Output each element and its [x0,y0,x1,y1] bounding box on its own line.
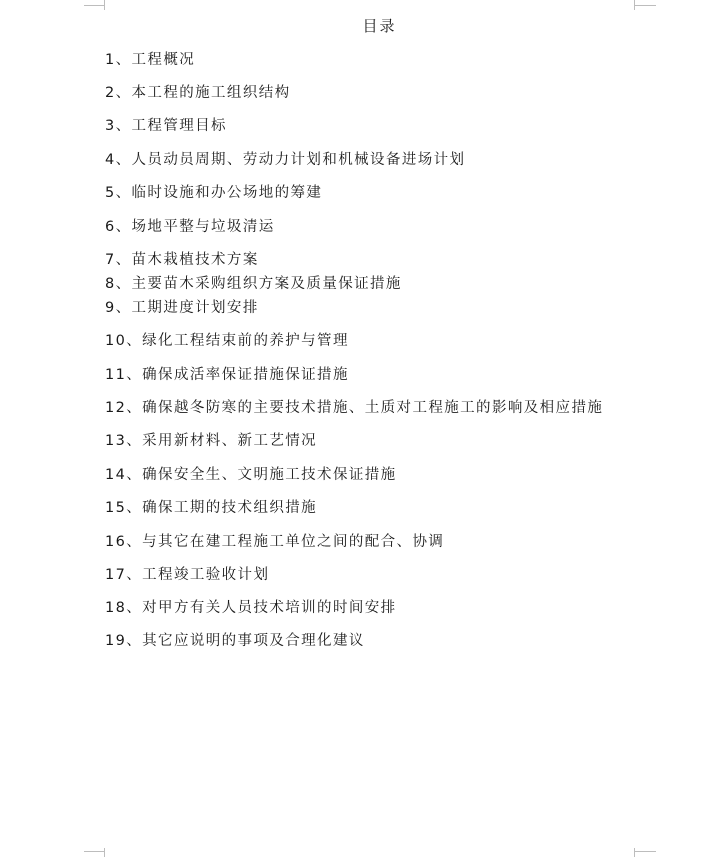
toc-item: 5、临时设施和办公场地的筹建 [105,185,323,201]
toc-item: 12、确保越冬防寒的主要技术措施、土质对工程施工的影响及相应措施 [105,400,604,416]
toc-item: 18、对甲方有关人员技术培训的时间安排 [105,600,397,616]
toc-item: 17、工程竣工验收计划 [105,567,270,583]
page-title: 目录 [362,17,397,35]
toc-item: 15、确保工期的技术组织措施 [105,500,318,516]
crop-mark-bottom-left [84,851,104,852]
toc-item: 9、工期进度计划安排 [105,300,259,316]
toc-item: 7、苗木栽植技术方案 [105,252,259,268]
toc-item: 6、场地平整与垃圾清运 [105,219,275,235]
toc-item: 14、确保安全生、文明施工技术保证措施 [105,467,397,483]
crop-mark-top-left [104,0,105,10]
toc-item: 2、本工程的施工组织结构 [105,85,291,101]
crop-mark-top-left [84,5,104,6]
toc-item: 4、人员动员周期、劳动力计划和机械设备进场计划 [105,152,466,168]
toc-item: 13、采用新材料、新工艺情况 [105,433,318,449]
toc-item: 1、工程概况 [105,52,196,68]
toc-item: 19、其它应说明的事项及合理化建议 [105,633,365,649]
toc-item: 10、绿化工程结束前的养护与管理 [105,333,349,349]
toc-item: 8、主要苗木采购组织方案及质量保证措施 [105,276,402,292]
crop-mark-bottom-left [104,848,105,857]
crop-mark-top-right [634,5,656,6]
crop-mark-bottom-right [634,851,656,852]
toc-item: 3、工程管理目标 [105,118,227,134]
crop-mark-bottom-right [634,848,635,857]
toc-item: 11、确保成活率保证措施保证措施 [105,367,349,383]
toc-item: 16、与其它在建工程施工单位之间的配合、协调 [105,534,445,550]
